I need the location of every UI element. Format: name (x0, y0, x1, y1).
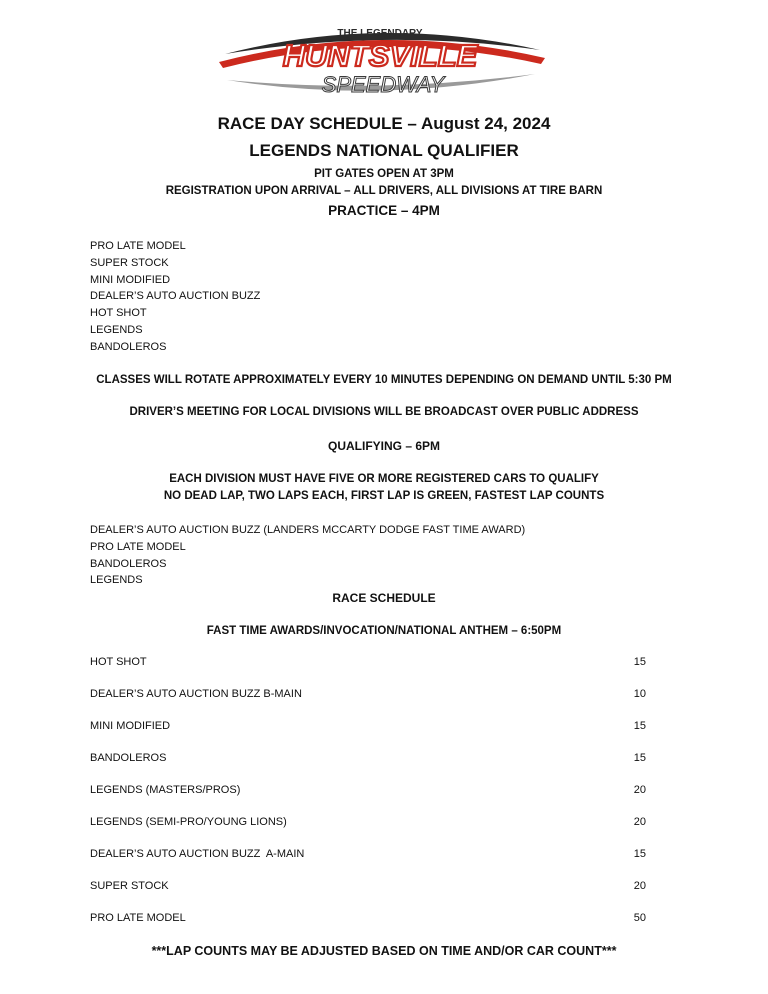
qualifying-division: PRO LATE MODEL (90, 540, 186, 553)
race-name: PRO LATE MODEL (90, 912, 186, 924)
lap-count-disclaimer: ***LAP COUNTS MAY BE ADJUSTED BASED ON TIME AND/OR CAR COUNT*** (151, 944, 617, 958)
race-laps: 20 (633, 816, 646, 828)
qualifying-division: BANDOLEROS (90, 557, 167, 570)
race-row (90, 656, 646, 668)
schedule-title: RACE DAY SCHEDULE – August 24, 2024 (217, 114, 551, 133)
race-row (90, 848, 646, 860)
practice-division-list (90, 238, 260, 356)
practice-division: PRO LATE MODEL (90, 240, 186, 252)
race-laps: 15 (633, 752, 646, 764)
race-name: MINI MODIFIED (90, 720, 171, 732)
rotation-note: CLASSES WILL ROTATE APPROXIMATELY EVERY 10 MINUTES DEPENDING ON DEMAND UNTIL 5:30 PM (96, 374, 672, 386)
logo-top-text: THE LEGENDARY (337, 28, 423, 39)
huntsville-speedway-logo (205, 14, 555, 104)
qualifying-rule-1: EACH DIVISION MUST HAVE FIVE OR MORE REGISTERED CARS TO QUALIFY (169, 473, 599, 485)
practice-division: HOT SHOT (90, 307, 147, 320)
race-row (90, 816, 646, 828)
practice-division: SUPER STOCK (90, 256, 169, 269)
logo-main-text: HUNTSVILLE (282, 38, 478, 73)
race-name: LEGENDS (MASTERS/PROS) (90, 784, 241, 796)
race-schedule-heading: RACE SCHEDULE (332, 591, 436, 605)
race-laps: 20 (633, 880, 646, 892)
practice-division: DEALER’S AUTO AUCTION BUZZ (90, 290, 261, 303)
race-laps: 20 (633, 784, 646, 796)
qualifying-division: LEGENDS (90, 574, 143, 587)
race-name: DEALER’S AUTO AUCTION BUZZ A-MAIN (90, 848, 305, 860)
practice-division: MINI MODIFIED (90, 273, 171, 286)
race-row (90, 752, 646, 764)
race-row (90, 720, 646, 732)
qualifying-rule-2: NO DEAD LAP, TWO LAPS EACH, FIRST LAP IS GREEN, FASTEST LAP COUNTS (163, 490, 605, 502)
race-name: LEGENDS (SEMI-PRO/YOUNG LIONS) (90, 816, 287, 828)
practice-division: BANDOLEROS (90, 340, 167, 353)
race-row (90, 688, 646, 700)
event-title: LEGENDS NATIONAL QUALIFIER (249, 141, 519, 160)
race-name: DEALER’S AUTO AUCTION BUZZ B-MAIN (90, 688, 302, 700)
race-row (90, 880, 646, 892)
registration-note: REGISTRATION UPON ARRIVAL – ALL DRIVERS, ALL DIVISIONS AT TIRE BARN (165, 185, 603, 197)
race-name: SUPER STOCK (90, 880, 169, 892)
qualifying-division-list (90, 522, 525, 589)
logo-sub-text: SPEEDWAY (321, 72, 445, 97)
race-laps: 10 (633, 688, 646, 700)
race-row (90, 912, 646, 924)
opening-ceremony-note: FAST TIME AWARDS/INVOCATION/NATIONAL ANTHEM – 6:50PM (206, 625, 562, 637)
race-laps: 15 (633, 720, 646, 732)
race-name: BANDOLEROS (90, 752, 167, 764)
pit-gates-note: PIT GATES OPEN AT 3PM (314, 168, 454, 180)
practice-heading: PRACTICE – 4PM (328, 203, 440, 218)
race-name: HOT SHOT (90, 656, 147, 668)
drivers-meeting-note: DRIVER’S MEETING FOR LOCAL DIVISIONS WILL BE BROADCAST OVER PUBLIC ADDRESS (129, 406, 639, 418)
race-laps: 15 (633, 656, 646, 668)
race-laps: 15 (633, 848, 646, 860)
race-laps: 50 (633, 912, 646, 924)
qualifying-division: DEALER’S AUTO AUCTION BUZZ (LANDERS MCCARTY DODGE FAST TIME AWARD) (90, 524, 526, 536)
qualifying-heading: QUALIFYING – 6PM (327, 439, 440, 453)
practice-division: LEGENDS (90, 323, 143, 336)
race-row (90, 784, 646, 796)
